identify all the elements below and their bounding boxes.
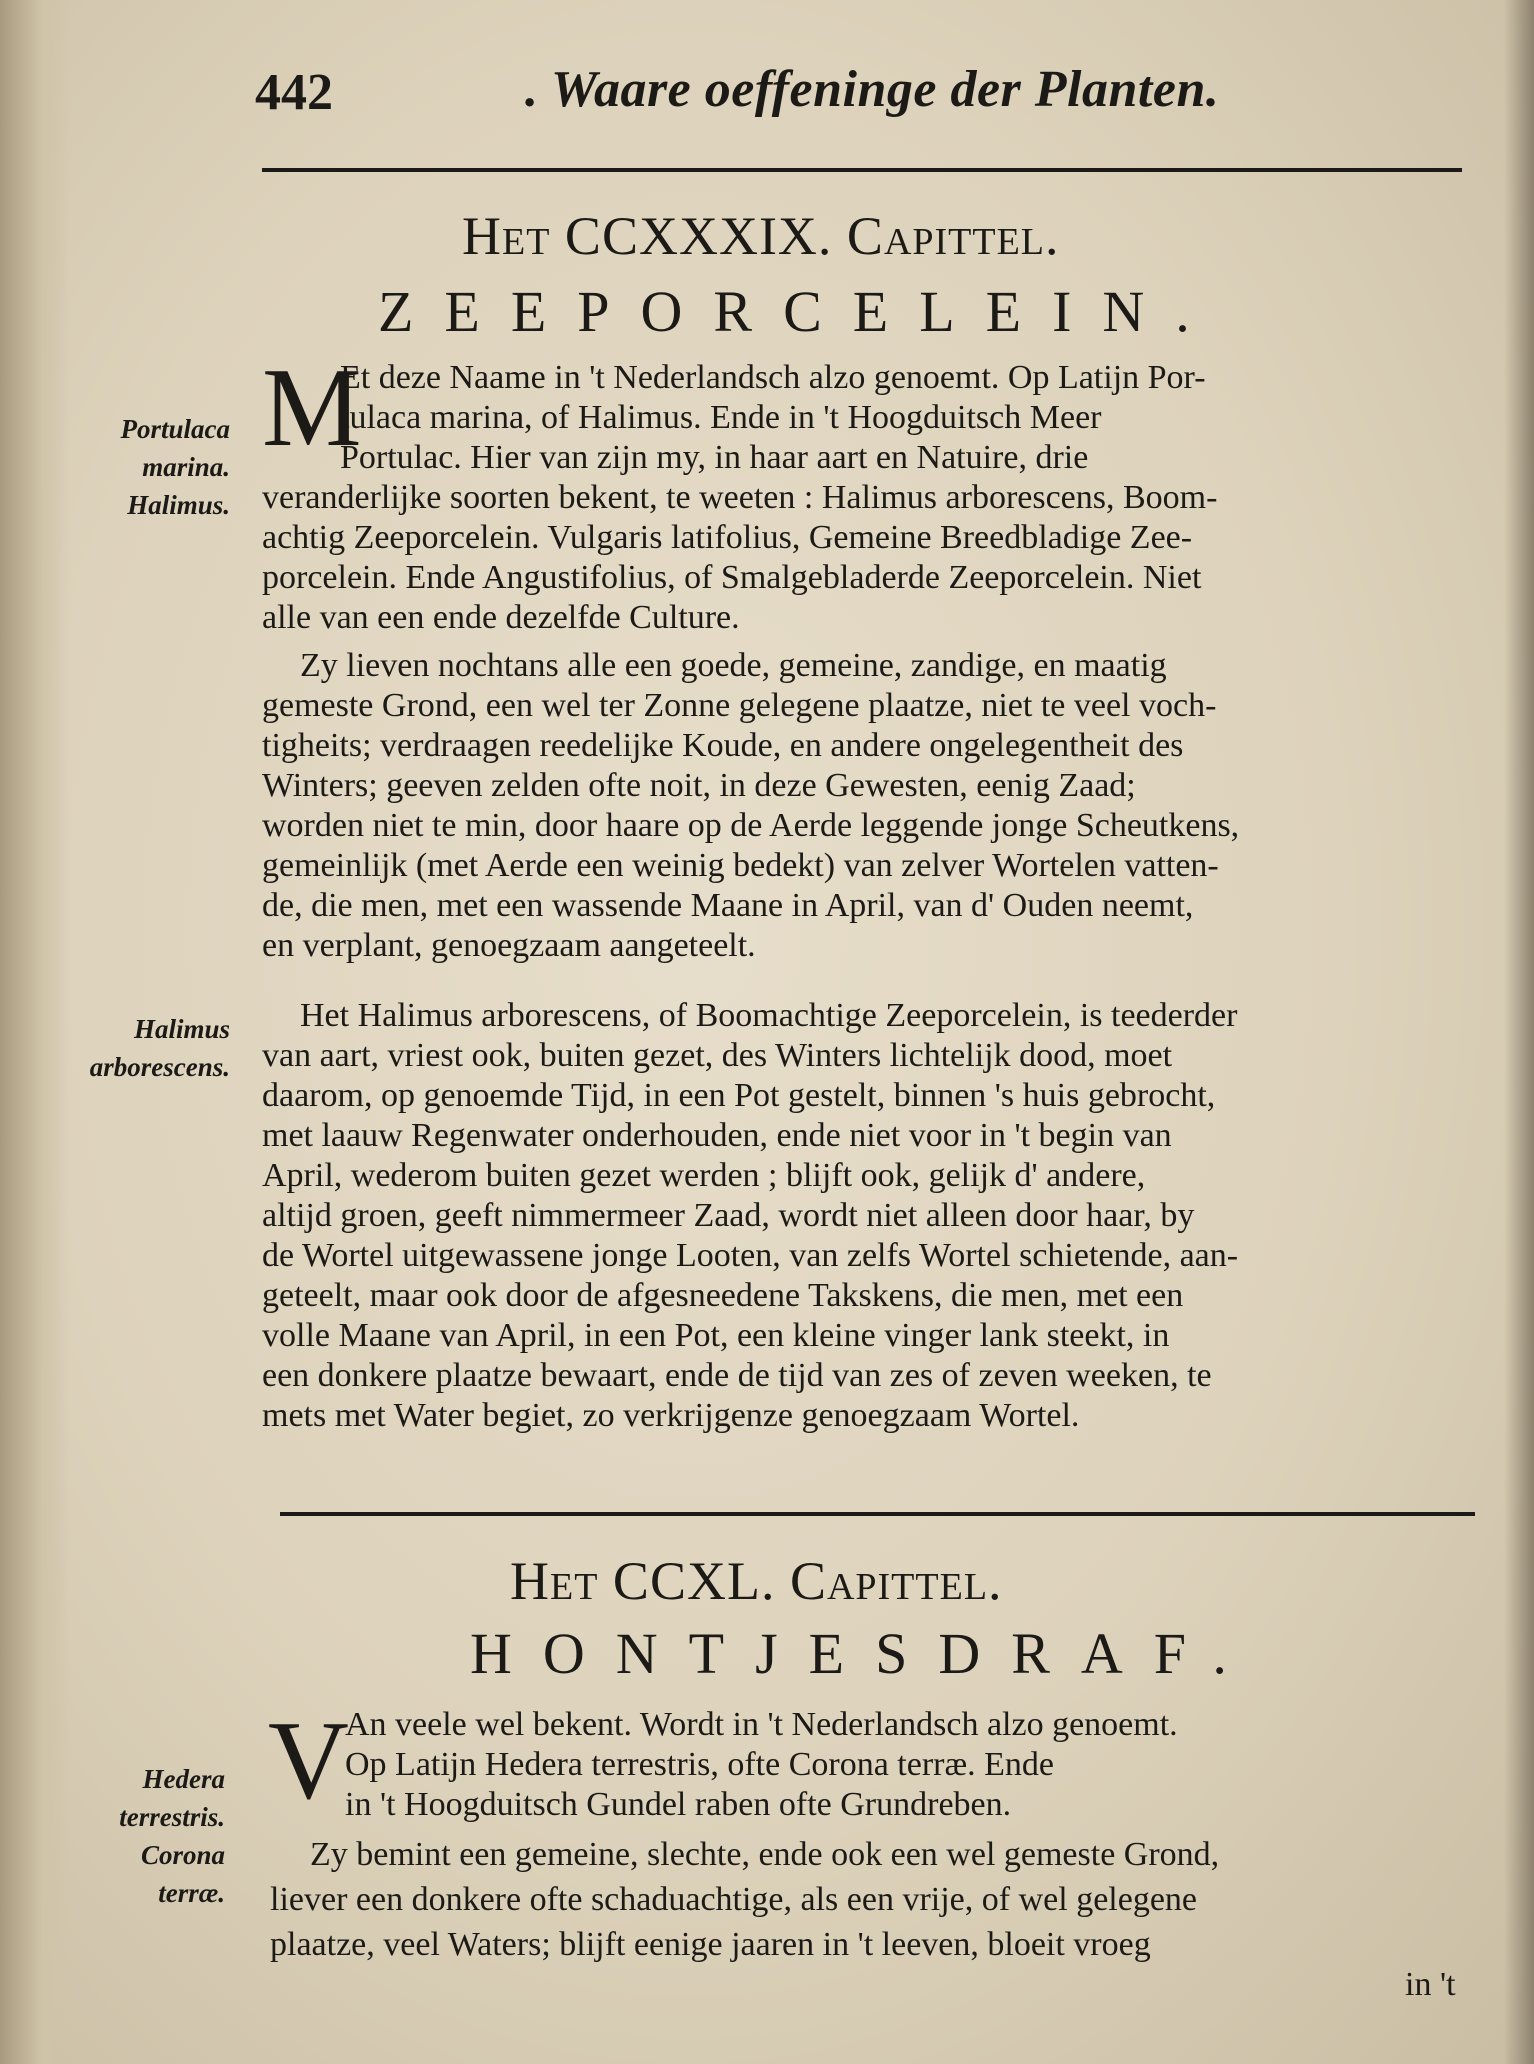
chapter-name: HONTJESDRAF. [470,1621,1258,1686]
margin-note [55,1760,225,1912]
text-line: An veele wel bekent. Wordt in 't Nederlandsch alzo genoemt. [345,1706,1178,1743]
margin-note-line: Corona [140,1840,225,1870]
margin-note-line: arborescens. [89,1052,230,1082]
margin-note-line: Hedera [142,1764,225,1794]
text-line: veranderlijke soorten bekent, te weeten : Halimus arborescens, Boom- [262,479,1218,516]
drop-cap: M [262,346,362,470]
text-line: gemeinlijk (met Aerde een weinig bedekt) van zelver Wortelen vatten- [262,847,1219,884]
header-rule [262,168,1462,172]
margin-note-line: Halimus. [127,490,230,520]
text-line: Portulac. Hier van zijn my, in haar aart en Natuire, drie [340,439,1089,476]
page-number: 442 [255,64,333,121]
page-edge-shadow [1504,0,1534,2064]
drop-cap: V [268,1699,349,1823]
margin-note [60,410,230,524]
catchword: in 't [1405,1966,1456,2003]
text-line: mets met Water begiet, zo verkrijgenze genoegzaam Wortel. [262,1397,1080,1434]
margin-note-line: Halimus [133,1014,230,1044]
chapter-title: Het CCXL. Capittel. [510,1551,1003,1611]
page-header [255,55,1475,125]
text-line: Zy lieven nochtans alle een goede, gemeine, zandige, en maatig [300,647,1167,684]
text-line: met laauw Regenwater onderhouden, ende niet voor in 't begin van [262,1117,1172,1154]
text-line: Zy bemint een gemeine, slechte, ende ook een wel gemeste Grond, [310,1836,1220,1873]
text-line: tigheits; verdraagen reedelijke Koude, en andere ongelegentheit des [262,727,1184,764]
text-line: worden niet te min, door haare op de Aerde leggende jonge Scheutkens, [262,807,1240,844]
text-line: een donkere plaatze bewaart, ende de tijd van zes of zeven weeken, te [262,1357,1212,1394]
chapter-name: ZEEPORCELEIN. [378,279,1221,344]
text-line: April, wederom buiten gezet werden ; blijft ook, gelijk d' andere, [262,1157,1146,1194]
chapter-rule [280,1512,1475,1516]
margin-note-line: Portulaca [120,414,230,444]
text-line: tulaca marina, of Halimus. Ende in 't Hoogduitsch Meer [340,399,1102,436]
text-line: en verplant, genoegzaam aangeteelt. [262,927,756,964]
text-line: daarom, op genoemde Tijd, in een Pot gestelt, binnen 's huis gebrocht, [262,1077,1216,1114]
text-line: de, die men, met een wassende Maane in April, van d' Ouden neemt, [262,887,1194,924]
text-line: altijd groen, geeft nimmermeer Zaad, wordt niet alleen door haar, by [262,1197,1195,1234]
text-line: de Wortel uitgewassene jonge Looten, van zelfs Wortel schietende, aan- [262,1237,1239,1274]
chapter-title: Het CCXXXIX. Capittel. [462,206,1060,266]
text-line: in 't Hoogduitsch Gundel raben ofte Grundreben. [345,1786,1012,1823]
text-line: achtig Zeeporcelein. Vulgaris latifolius, Gemeine Breedbladige Zee- [262,519,1193,556]
running-title: . Waare oeffeninge der Planten. [525,61,1220,118]
text-line: volle Maane van April, in een Pot, een kleine vinger lank steekt, in [262,1317,1170,1354]
text-line: gemeste Grond, een wel ter Zonne gelegene plaatze, niet te veel voch- [262,687,1217,724]
margin-note-line: terræ. [158,1878,225,1908]
text-line: plaatze, veel Waters; blijft eenige jaaren in 't leeven, bloeit vroeg [270,1926,1151,1963]
text-line: geteelt, maar ook door de afgesneedene Takskens, die men, met een [262,1277,1184,1314]
text-line: van aart, vriest ook, buiten gezet, des Winters lichtelijk dood, moet [262,1037,1173,1074]
text-line: Et deze Naame in 't Nederlandsch alzo genoemt. Op Latijn Por- [340,359,1206,396]
text-line: alle van een ende dezelfde Culture. [262,599,740,636]
text-line: Het Halimus arborescens, of Boomachtige Zeeporcelein, is teederder [300,997,1238,1034]
margin-note-line: marina. [142,452,230,482]
text-line: Winters; geeven zelden ofte noit, in deze Gewesten, eenig Zaad; [262,767,1136,804]
margin-note-line: terrestris. [119,1802,225,1832]
text-line: porcelein. Ende Angustifolius, of Smalgebladerde Zeeporcelein. Niet [262,559,1202,596]
margin-note [60,1010,230,1086]
text-line: Op Latijn Hedera terrestris, ofte Corona terræ. Ende [345,1746,1055,1783]
text-line: liever een donkere ofte schaduachtige, als een vrije, of wel gelegene [270,1881,1197,1918]
